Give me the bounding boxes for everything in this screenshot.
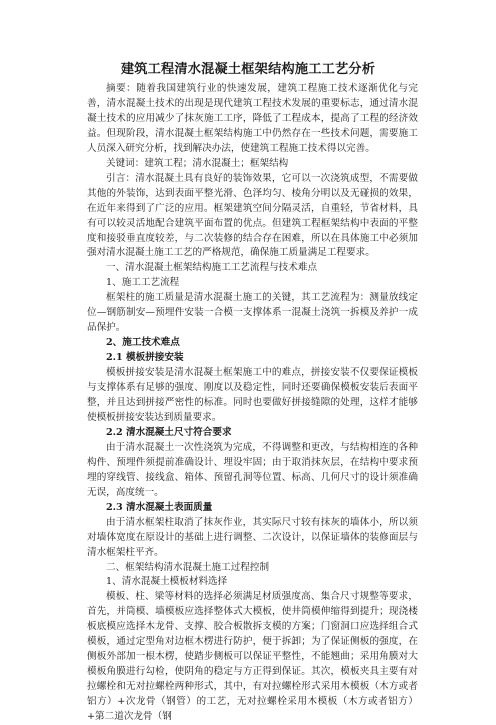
section-heading-2: 二、框架结构清水混凝土施工过程控制 <box>106 561 270 573</box>
abstract-paragraph: 摘要：随着我国建筑行业的快速发展，建筑工程施工技术逐渐优化与完善，清水混凝土技术的出现是现代建筑工程技术发展的重要标志，通过清水混凝土技术的应用减少了抹灰施工工序，降低了工程成本，提高了工程的经济效益。但现阶段，清水混凝土框架结构施工中仍然存在一些技术问题，需要施工人员深入研究分析，找到解决办法，使建筑工程施工技术得以完善。 <box>87 83 418 154</box>
formwork-paragraph: 模板拼接安装是清水混凝土框架施工中的难点，拼接安装不仅要保证模板与支撑体系有足够的强度、刚度以及稳定性，同时还要确保模板安装后表面平整，并且达到拼接严密性的标准。同时也要做好拼接缝隙的处理，这样才能够使模板拼接安装达到质量要求。 <box>87 367 418 423</box>
keywords-paragraph: 关键词：建筑工程；清水混凝土；框架结构 <box>106 157 289 169</box>
subheading-2-1: 2.1 模板拼接安装 <box>106 352 184 364</box>
subheading-2-3: 2.3 清水混凝土表面质量 <box>106 501 213 513</box>
subheading-1-1: 1、施工工艺流程 <box>106 277 180 289</box>
process-flow-paragraph: 框架柱的施工质量是清水混凝土施工的关键，其工艺流程为：测量放线定位—钢筋制安—预埋件安装一合模一支撑体系一混凝土浇筑一拆模及养护一成品保护。 <box>87 292 418 334</box>
subheading-2-2: 2.2 清水混凝土尺寸符合要求 <box>106 426 232 438</box>
subheading-section2-1: 1、清水混凝土模板材料选择 <box>106 576 228 588</box>
surface-quality-paragraph: 由于清水框架柱取消了抹灰作业，其实际尺寸较有抹灰的墙体小，所以须对墙体宽度在原设计的基础上进行调整、二次设计，以保证墙体的装修面层与清水框架柱平齐。 <box>87 516 418 558</box>
section-heading-1: 一、清水混凝土框架结构施工工艺流程与技术难点 <box>106 262 318 274</box>
subheading-1-2: 2、施工技术难点 <box>106 337 180 349</box>
material-selection-paragraph: 模板、柱、梁等材料的选择必须满足材质强度高、集合尺寸规整等要求，首先，并筒模、墙模板应选择整体式大模板，使井筒模伸缩得到提升；现浇楼板底模应选择木龙骨、支撑、胶合板散拆支模的方案；门窗洞口应选择组合式模板，通过定型角对边框木楞进行防护，便于拆卸；为了保证侧板的强度，在侧板外部加一根木楞，使踏步侧板可以保证平整性，不能翘曲；采用角膜对大模板角膜进行勾检，使阴角的稳定与方正得到保证。其次，模板夹具主要有对拉螺栓和无对拉螺栓两种形式，其中，有对拉螺栓形式采用木模板（木方或者铝方）+次龙骨（钢管）的工艺，无对拉螺栓采用木模板（木方或者铝方）+第二道次龙骨（钢 <box>87 591 418 723</box>
document-body <box>87 82 418 725</box>
document-title: 建筑工程清水混凝土框架结构施工工艺分析 <box>120 62 376 77</box>
introduction-paragraph: 引言：清水混凝土具有良好的装饰效果，它可以一次浇筑成型，不需要做其他的外装饰，达到表面平整光滑、色泽均匀、棱角分明以及无碰损的效果，在近年来得到了广泛的应用。框架建筑空间分隔灵活，自重轻，节省材料，具有可以较灵活地配合建筑平面布置的优点。但建筑工程框架结构中表面的平整度和接驳垂直度较差，与二次装修的结合存在困难，所以在具体施工中必须加强对清水混凝土施工工艺的严格规范，确保施工质量满足工程要求。 <box>87 172 418 259</box>
dimension-paragraph: 由于清水混凝土一次性浇筑为完成，不得调整和更改，与结构相连的各种构件、预埋件须提前准确设计、埋设牢固；由于取消抹灰层，在结构中要求预埋的穿线管、接线盒、箱体、预留孔洞等位置、标高、几何尺寸的设计须准确无误，高度统一。 <box>87 441 418 498</box>
